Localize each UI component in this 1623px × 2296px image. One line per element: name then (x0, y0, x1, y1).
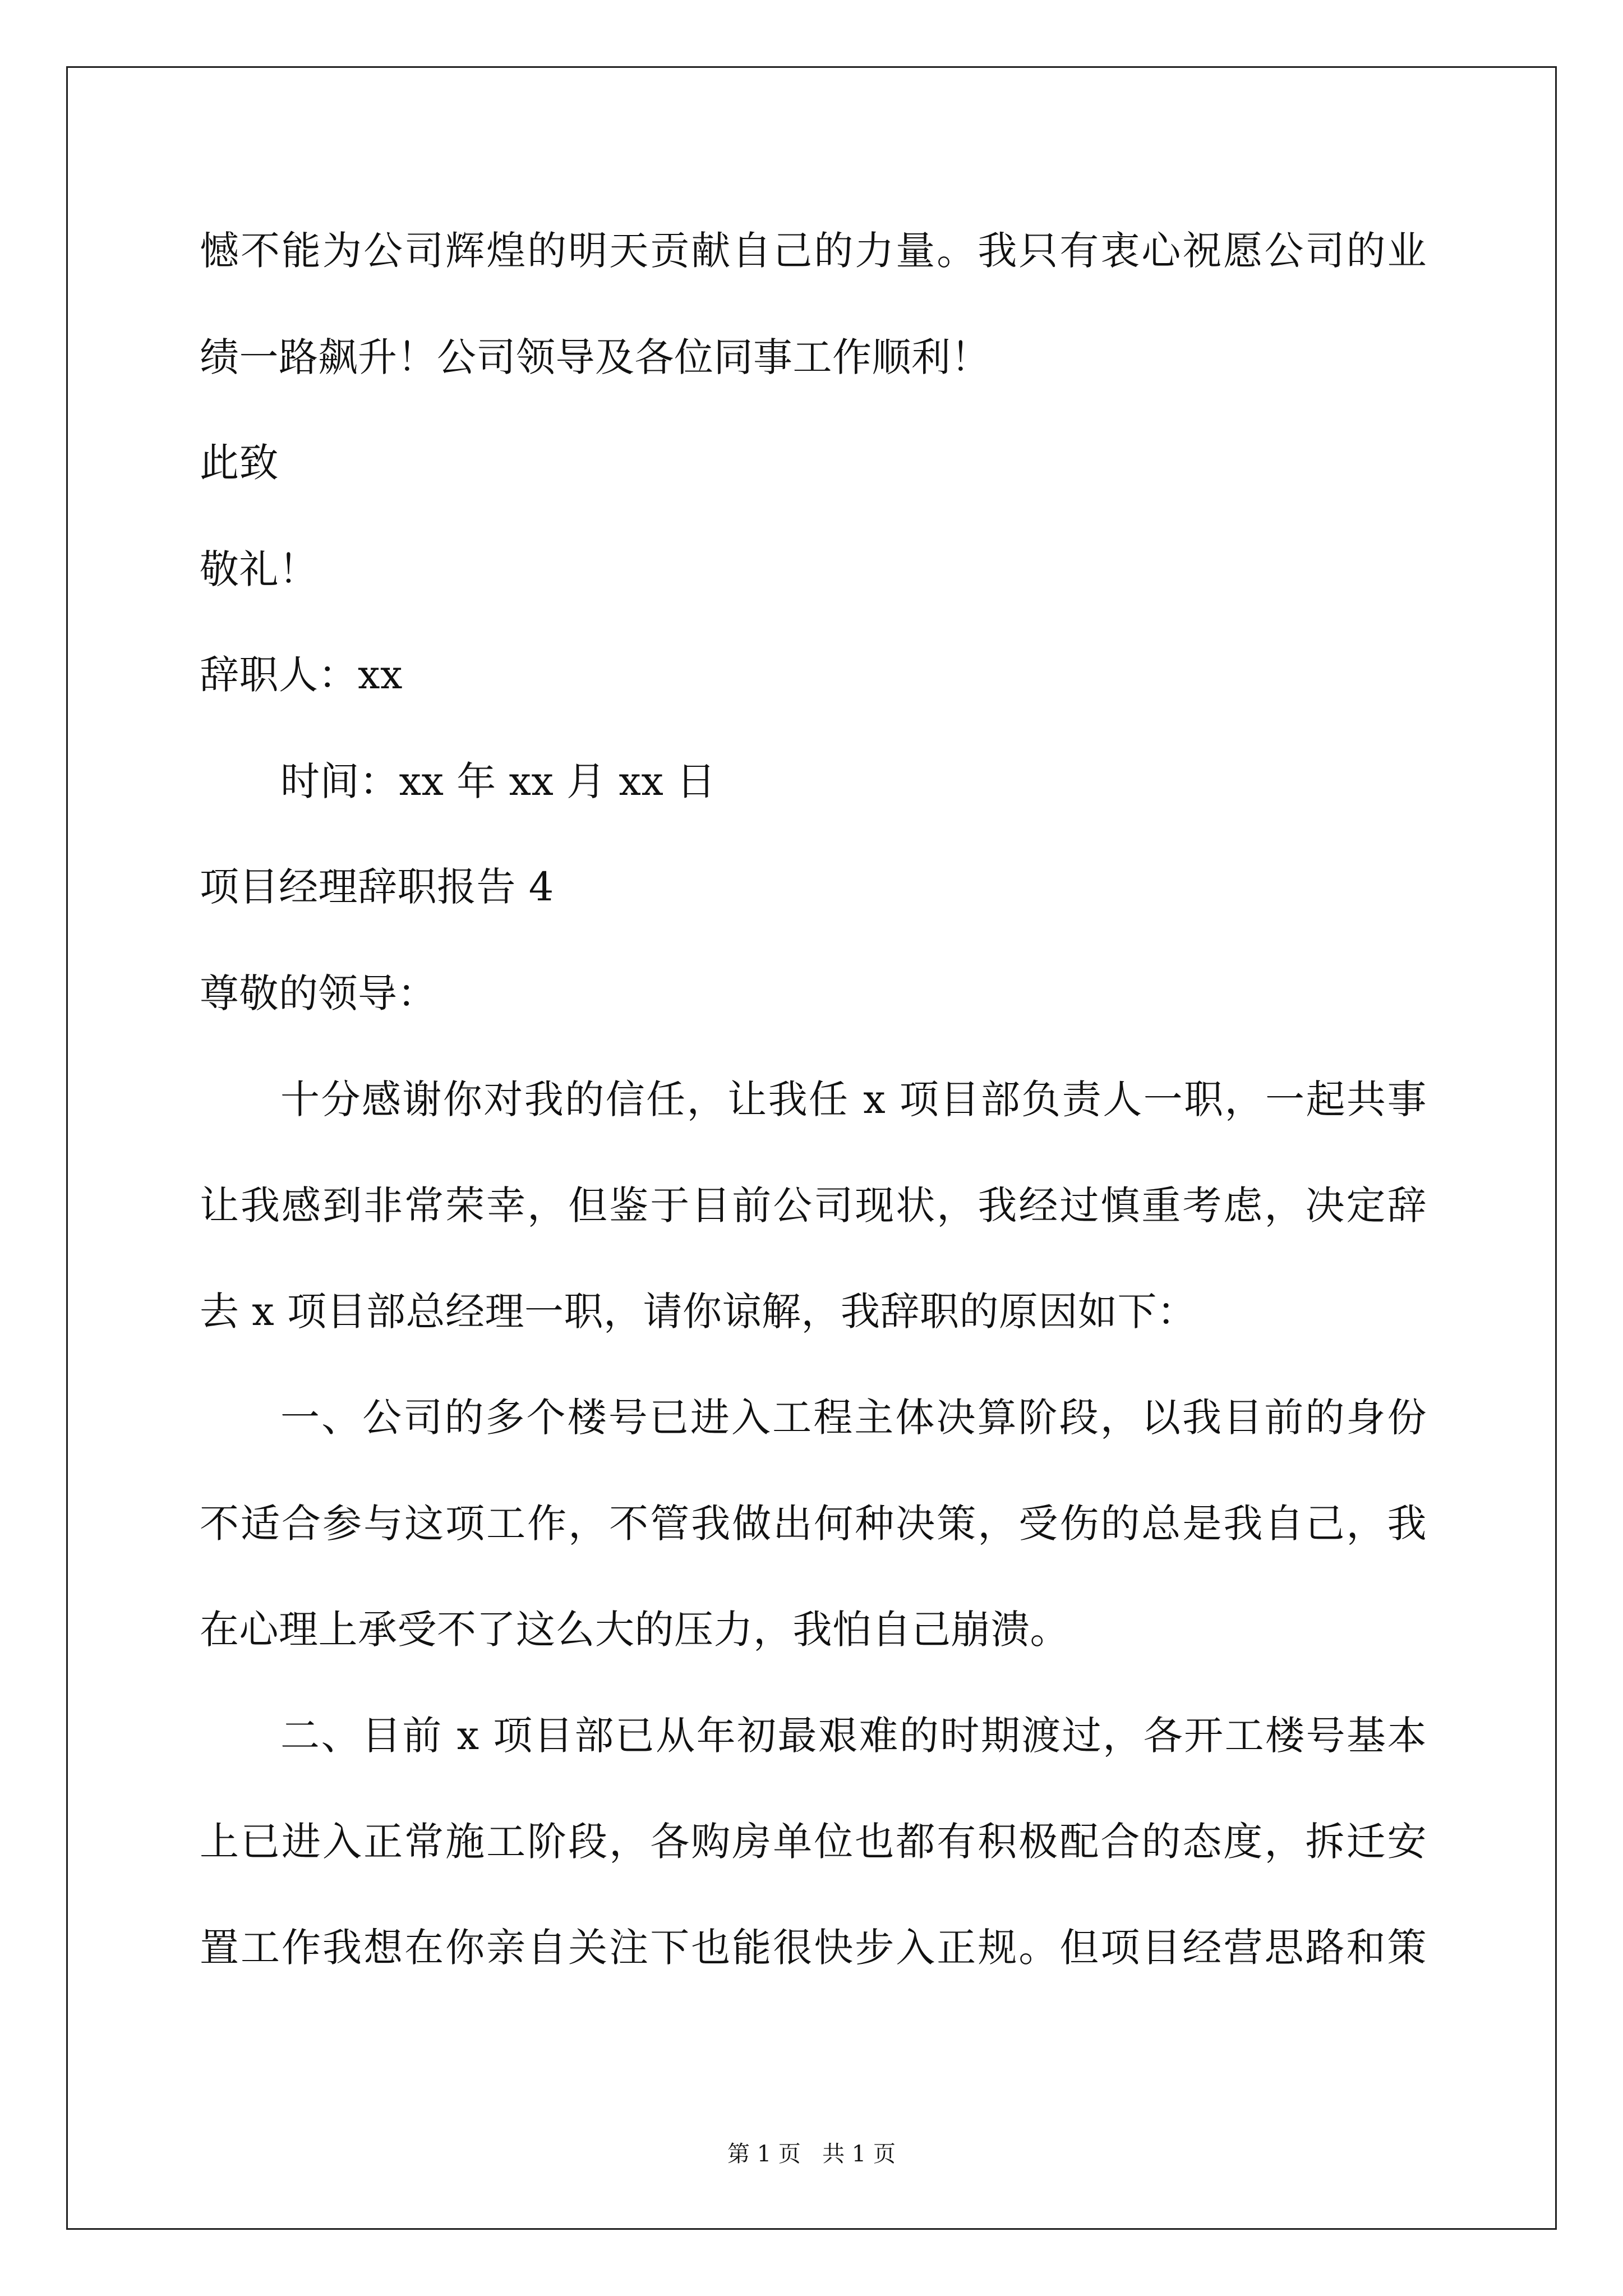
body-line: 上已进入正常施工阶段，各购房单位也都有积极配合的态度，拆迁安 (200, 1819, 1427, 1865)
body-line: 去 x 项目部总经理一职，请你谅解，我辞职的原因如下： (200, 1289, 1197, 1335)
body-line: 置工作我想在你亲自关注下也能很快步入正规。但项目经营思路和策 (200, 1925, 1427, 1971)
body-line: 憾不能为公司辉煌的明天贡献自己的力量。我只有衷心祝愿公司的业 (200, 228, 1427, 274)
greeting-line: 尊敬的领导： (200, 970, 437, 1016)
date-line: 时间：xx 年 xx 月 xx 日 (280, 758, 716, 804)
body-line: 让我感到非常荣幸，但鉴于目前公司现状，我经过慎重考虑，决定辞 (200, 1182, 1427, 1228)
body-line: 在心理上承受不了这么大的压力，我怕自己崩溃。 (200, 1607, 1069, 1653)
body-line: 一、公司的多个楼号已进入工程主体决算阶段，以我目前的身份 (280, 1395, 1427, 1441)
body-line: 不适合参与这项工作，不管我做出何种决策，受伤的总是我自己，我 (200, 1501, 1427, 1547)
page-footer: 第 1 页 共 1 页 (727, 2141, 896, 2167)
closing-line: 此致 (200, 440, 279, 486)
signature-line: 辞职人：xx (200, 652, 403, 698)
salutation-line: 敬礼！ (200, 546, 319, 592)
body-line: 二、目前 x 项目部已从年初最艰难的时期渡过，各开工楼号基本 (280, 1713, 1427, 1759)
body-line: 十分感谢你对我的信任，让我任 x 项目部负责人一职，一起共事 (280, 1076, 1427, 1122)
section-heading: 项目经理辞职报告 4 (200, 864, 554, 910)
page-border (66, 66, 1557, 2230)
body-line: 绩一路飙升！公司领导及各位同事工作顺利！ (200, 334, 990, 380)
